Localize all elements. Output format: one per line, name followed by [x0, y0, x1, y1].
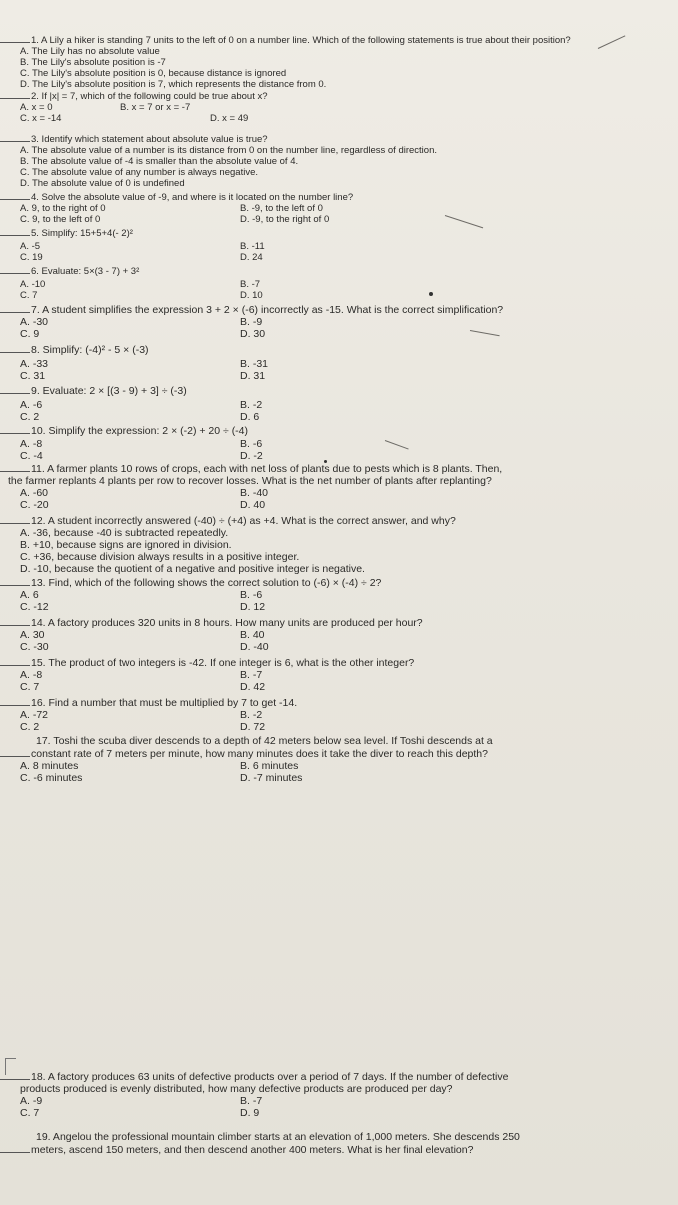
answer-blank[interactable] [0, 343, 30, 353]
option-c: C. x = -14 [20, 113, 62, 124]
answer-blank[interactable] [0, 616, 30, 626]
option-d: D. 10 [240, 290, 263, 301]
option-b: B. -11 [240, 241, 265, 252]
option-c: C. 2 [20, 721, 40, 733]
option-d: D. 6 [240, 411, 260, 423]
question-stem: 12. A student incorrectly answered (-40) ÷ (+4) as +4. What is the correct answer, and why? [0, 514, 672, 527]
option-d: D. -10, because the quotient of a negative and positive integer is negative. [20, 563, 365, 575]
option-b: B. x = 7 or x = -7 [120, 102, 191, 113]
question-6 [0, 264, 672, 301]
option-d: D. 42 [240, 681, 266, 693]
question-7 [0, 303, 672, 340]
answer-blank[interactable] [0, 424, 30, 434]
option-d: D. The absolute value of 0 is undefined [20, 178, 185, 189]
question-stem: 2. If |x| = 7, which of the following could be true about x? [0, 89, 672, 102]
option-b: B. -6 [240, 438, 263, 450]
question-5 [0, 226, 672, 263]
option-a: A. -8 [20, 438, 43, 450]
option-a: A. -36, because -40 is subtracted repeatedly. [20, 527, 229, 539]
question-stem: 15. The product of two integers is -42. If one integer is 6, what is the other integer? [0, 656, 672, 669]
option-a: A. 9, to the right of 0 [20, 203, 106, 214]
answer-blank[interactable] [0, 747, 30, 757]
question-stem: 19. Angelou the professional mountain climber starts at an elevation of 1,000 meters. She descends 250 [36, 1131, 520, 1143]
question-stem: 16. Find a number that must be multiplied by 7 to get -14. [0, 696, 672, 709]
option-b: B. -7 [240, 1095, 263, 1107]
question-stem-continued: meters, ascend 150 meters, and then descend another 400 meters. What is her final elevation? [0, 1143, 672, 1156]
answer-blank[interactable] [0, 132, 30, 142]
option-d: D. -2 [240, 450, 263, 462]
option-d: D. 40 [240, 499, 266, 511]
option-d: D. -9, to the right of 0 [240, 214, 330, 225]
option-c: C. 31 [20, 370, 46, 382]
question-12 [0, 514, 672, 575]
question-stem-continued: constant rate of 7 meters per minute, how many minutes does it take the diver to reach this depth? [0, 747, 672, 760]
option-d: D. x = 49 [210, 113, 249, 124]
option-a: A. The absolute value of a number is its distance from 0 on the number line, regardless of direction. [20, 145, 437, 156]
option-c: C. The Lily's absolute position is 0, because distance is ignored [20, 68, 287, 79]
option-a: A. 6 [20, 589, 39, 601]
option-a: A. x = 0 [20, 102, 53, 113]
option-a: A. -33 [20, 358, 49, 370]
option-d: D. -7 minutes [240, 772, 303, 784]
option-d: D. 9 [240, 1107, 260, 1119]
question-19 [0, 1131, 672, 1156]
option-b: B. -2 [240, 709, 263, 721]
option-d: D. -40 [240, 641, 269, 653]
ink-dot [324, 460, 327, 463]
option-c: C. 7 [20, 1107, 40, 1119]
question-18 [0, 1070, 672, 1119]
option-c: C. 19 [20, 252, 43, 263]
question-stem: 13. Find, which of the following shows the correct solution to (-6) × (-4) ÷ 2? [0, 576, 672, 589]
option-c: C. +36, because division always results in a positive integer. [20, 551, 300, 563]
answer-blank[interactable] [0, 1070, 30, 1080]
option-b: B. +10, because signs are ignored in division. [20, 539, 232, 551]
question-stem: 1. A Lily a hiker is standing 7 units to the left of 0 on a number line. Which of the following statements is true about their position? [0, 33, 672, 46]
ink-dot [429, 292, 433, 296]
option-d: D. 31 [240, 370, 266, 382]
answer-blank[interactable] [0, 576, 30, 586]
option-b: B. -7 [240, 279, 261, 290]
option-c: C. 9 [20, 328, 40, 340]
option-b: B. 40 [240, 629, 265, 641]
option-c: C. -12 [20, 601, 49, 613]
option-c: C. -6 minutes [20, 772, 83, 784]
question-10 [0, 424, 672, 462]
option-b: B. -31 [240, 358, 269, 370]
question-stem: 3. Identify which statement about absolute value is true? [0, 132, 672, 145]
option-c: C. The absolute value of any number is always negative. [20, 167, 258, 178]
question-15 [0, 656, 672, 693]
question-stem: 11. A farmer plants 10 rows of crops, each with net loss of plants due to pests which is 8 plants. Then, [0, 462, 672, 475]
option-c: C. 2 [20, 411, 40, 423]
question-8 [0, 343, 672, 382]
option-c: C. 9, to the left of 0 [20, 214, 101, 225]
option-c: C. 7 [20, 681, 40, 693]
question-16 [0, 696, 672, 733]
option-d: D. 24 [240, 252, 263, 263]
option-b: B. -2 [240, 399, 263, 411]
answer-blank[interactable] [0, 303, 30, 313]
option-a: A. -72 [20, 709, 49, 721]
option-a: A. -5 [20, 241, 41, 252]
option-c: C. 7 [20, 290, 38, 301]
question-stem-continued: the farmer replants 4 plants per row to recover losses. What is the net number of plants after replanting? [8, 475, 492, 487]
question-stem: 17. Toshi the scuba diver descends to a depth of 42 meters below sea level. If Toshi descends at a [36, 735, 493, 747]
question-2 [0, 89, 672, 124]
answer-blank[interactable] [0, 190, 30, 200]
question-stem: 10. Simplify the expression: 2 × (-2) + 20 ÷ (-4) [0, 424, 672, 437]
option-b: B. The Lily's absolute position is -7 [20, 57, 166, 68]
question-11 [0, 462, 672, 511]
option-a: A. 30 [20, 629, 45, 641]
option-b: B. 6 minutes [240, 760, 299, 772]
answer-blank[interactable] [0, 226, 30, 236]
option-a: A. -60 [20, 487, 49, 499]
question-stem: 4. Solve the absolute value of -9, and where is it located on the number line? [0, 190, 672, 203]
option-c: C. -20 [20, 499, 49, 511]
option-b: B. -6 [240, 589, 263, 601]
option-b: B. -9, to the left of 0 [240, 203, 323, 214]
option-a: A. -30 [20, 316, 49, 328]
option-b: B. -9 [240, 316, 263, 328]
answer-blank[interactable] [0, 696, 30, 706]
option-b: B. The absolute value of -4 is smaller than the absolute value of 4. [20, 156, 299, 167]
question-stem: 6. Evaluate: 5×(3 - 7) + 3² [0, 264, 672, 277]
question-13 [0, 576, 672, 613]
answer-blank[interactable] [0, 656, 30, 666]
question-3 [0, 132, 672, 189]
option-a: A. -10 [20, 279, 46, 290]
option-a: A. -8 [20, 669, 43, 681]
option-a: A. The Lily has no absolute value [20, 46, 160, 57]
option-b: B. -7 [240, 669, 263, 681]
question-stem: 18. A factory produces 63 units of defective products over a period of 7 days. If the number of defective [0, 1070, 672, 1083]
answer-blank[interactable] [0, 1143, 30, 1153]
option-c: C. -30 [20, 641, 49, 653]
option-d: D. 72 [240, 721, 266, 733]
answer-blank[interactable] [0, 462, 30, 472]
option-b: B. -40 [240, 487, 269, 499]
question-9 [0, 384, 672, 423]
question-stem: 9. Evaluate: 2 × [(3 - 9) + 3] ÷ (-3) [0, 384, 672, 397]
question-stem-continued: products produced is evenly distributed, how many defective products are produced per day? [20, 1083, 453, 1095]
question-stem: 8. Simplify: (-4)² - 5 × (-3) [0, 343, 672, 356]
answer-blank[interactable] [0, 33, 30, 43]
question-14 [0, 616, 672, 653]
question-17 [0, 735, 672, 784]
question-stem: 14. A factory produces 320 units in 8 hours. How many units are produced per hour? [0, 616, 672, 629]
question-4 [0, 190, 672, 225]
option-d: D. 12 [240, 601, 266, 613]
answer-blank[interactable] [0, 264, 30, 274]
question-1 [0, 33, 672, 90]
option-c: C. -4 [20, 450, 43, 462]
option-a: A. -9 [20, 1095, 43, 1107]
option-d: D. 30 [240, 328, 266, 340]
option-d: D. The Lily's absolute position is 7, which represents the distance from 0. [20, 79, 327, 90]
option-a: A. 8 minutes [20, 760, 79, 772]
question-stem: 7. A student simplifies the expression 3 + 2 × (-6) incorrectly as -15. What is the correct simplification? [0, 303, 672, 316]
answer-blank[interactable] [0, 514, 30, 524]
question-stem: 5. Simplify: 15+5+4(- 2)² [0, 226, 672, 239]
answer-blank[interactable] [0, 384, 30, 394]
answer-blank[interactable] [0, 89, 30, 99]
option-a: A. -6 [20, 399, 43, 411]
